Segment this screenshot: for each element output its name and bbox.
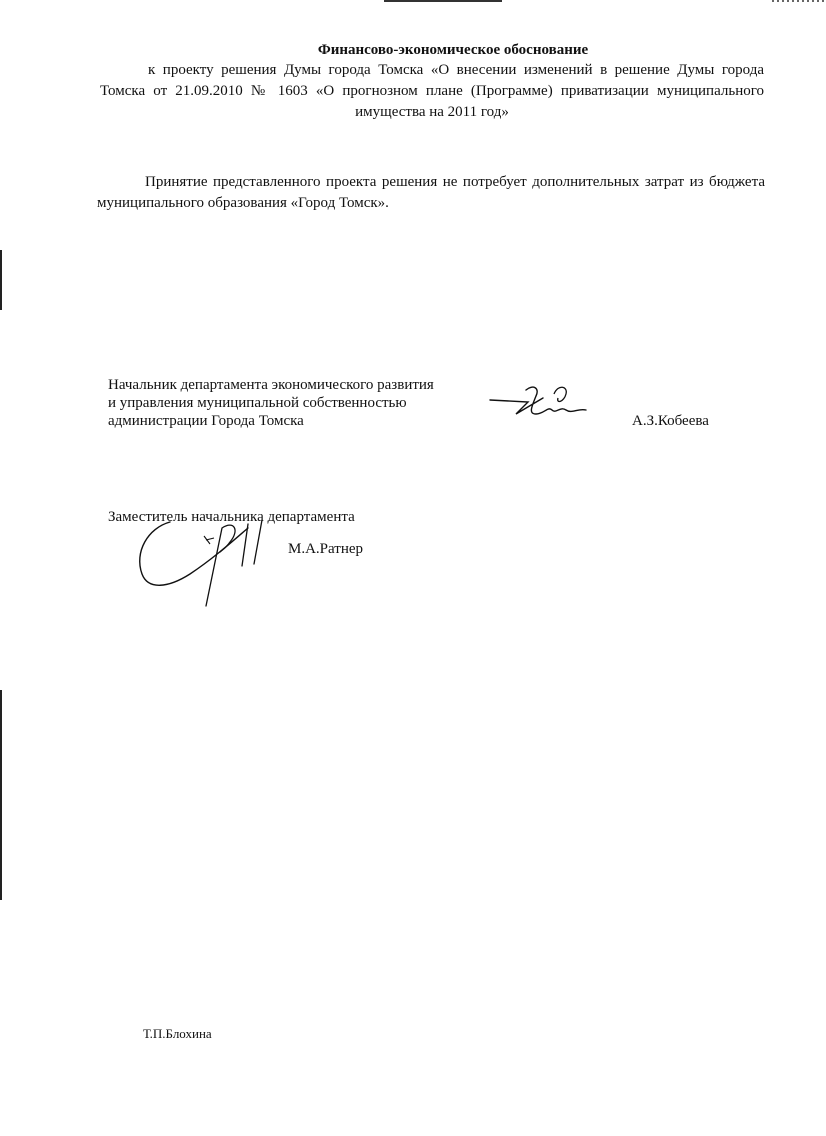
signatory-1-name: А.З.Кобеева [632,413,709,429]
handwritten-signature-2 [130,510,280,610]
scan-artifact [384,0,502,2]
executor-name: Т.П.Блохина [143,1026,212,1041]
document-body: Принятие представленного проекта решения не потребует дополнительных затрат из бюджета муниципального образования «Город Томск». [97,174,765,211]
signatory-2-name: М.А.Ратнер [288,541,364,557]
handwritten-signature-1 [488,380,598,430]
position-line: Начальник департамента экономического развития [108,377,434,393]
position-line: администрации Города Томска [108,413,304,429]
document-title: Финансово-экономическое обоснование [317,42,589,58]
position-line: и управления муниципальной собственностью [108,395,407,411]
position-line: Заместитель начальника департамента [108,509,355,525]
scan-artifact [772,0,826,2]
document-subject: к проекту решения Думы города Томска «О внесении изменений в решение Думы города Томска от 21.09.2010 № 1603 «О прогнозном плане (Программе) приватизации муниципального имущества на 2011 год» [100,62,764,120]
signatory-1-position [108,376,488,430]
scan-edge-mark [0,250,2,310]
scan-edge-mark [0,690,2,900]
